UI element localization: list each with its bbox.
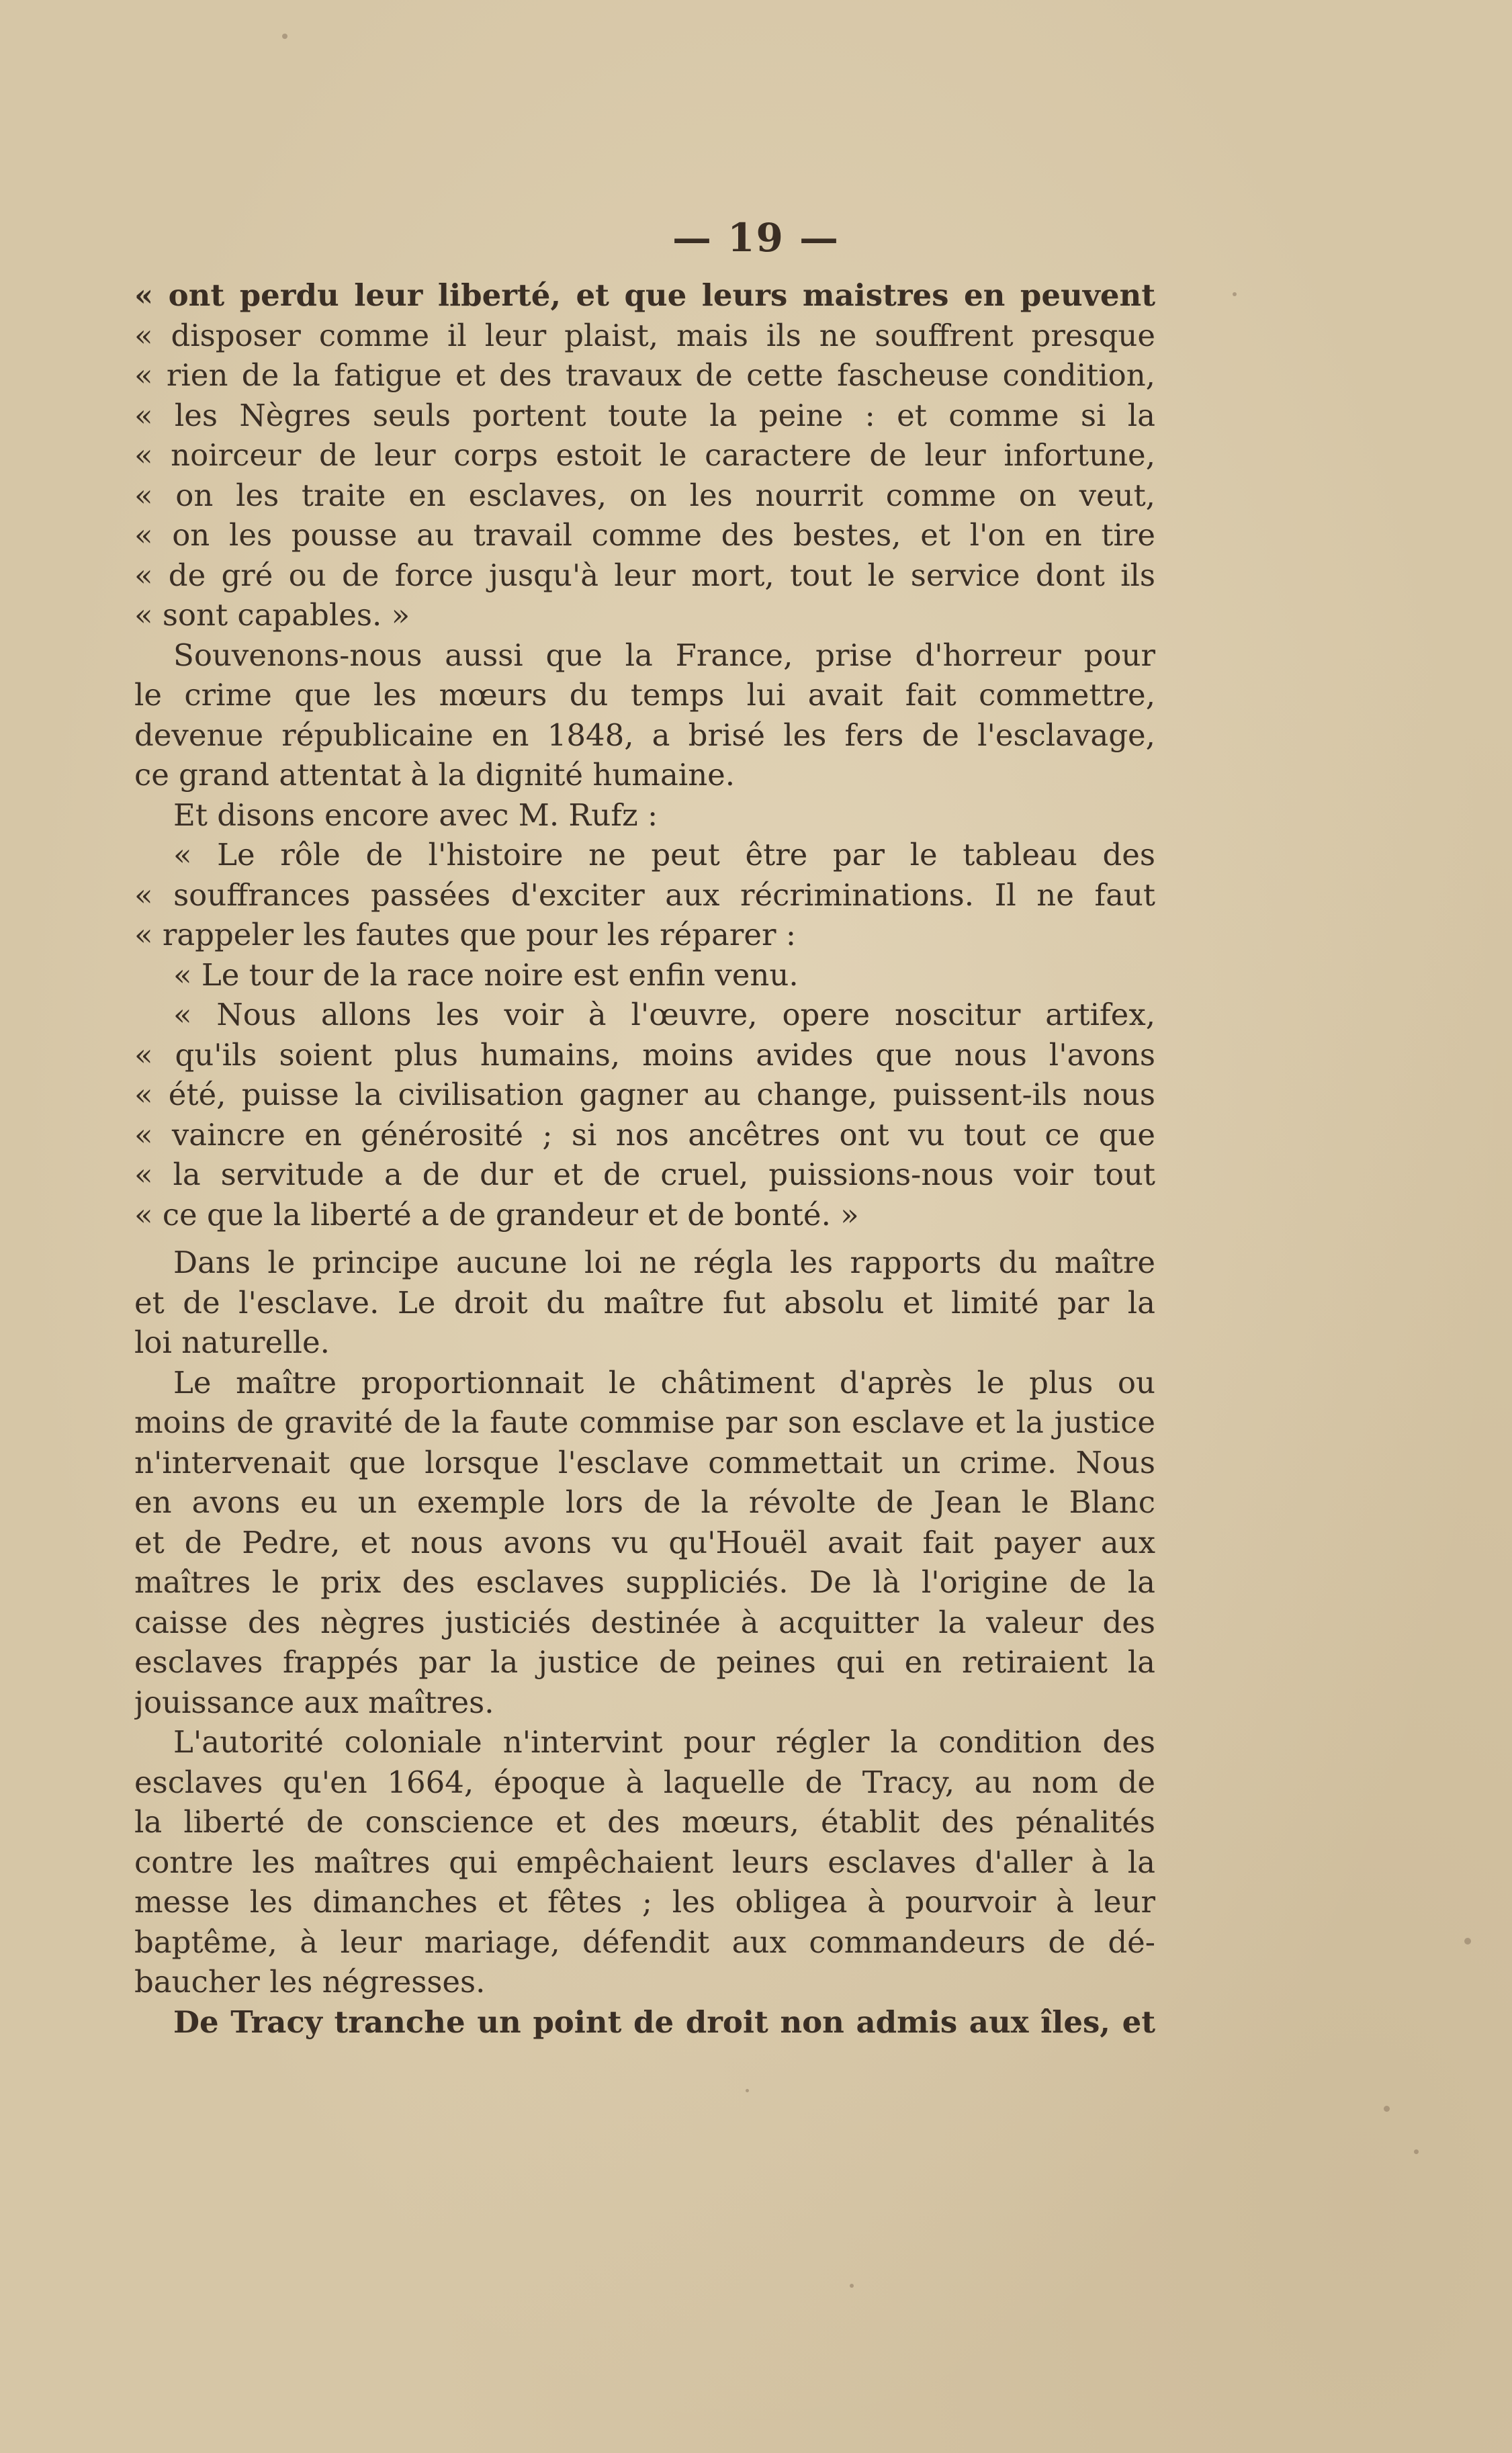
text-line: maîtres le prix des esclaves suppliciés. De là l'origine de la xyxy=(134,1564,1155,1600)
text-line: moins de gravité de la faute commise par son esclave et la justice xyxy=(134,1404,1155,1440)
paper-speck xyxy=(1414,2149,1419,2154)
text-line: en avons eu un exemple lors de la révolte de Jean le Blanc xyxy=(134,1484,1155,1520)
text-line: Souvenons-nous aussi que la France, prise d'horreur pour xyxy=(173,637,1155,673)
text-line: ce grand attentat à la dignité humaine. xyxy=(134,757,736,793)
text-line: « Le rôle de l'histoire ne peut être par le tableau des xyxy=(173,837,1155,873)
text-line: la liberté de conscience et des mœurs, établit des pénalités xyxy=(134,1804,1155,1840)
text-line: et de Pedre, et nous avons vu qu'Houël avait fait payer aux xyxy=(134,1524,1155,1560)
text-line: « de gré ou de force jusqu'à leur mort, tout le service dont ils xyxy=(134,557,1155,593)
body-text xyxy=(134,275,1155,2042)
paper-speck xyxy=(746,2089,749,2092)
text-line: « Le tour de la race noire est enfin venu. xyxy=(173,956,799,993)
text-line: L'autorité coloniale n'intervint pour régler la condition des xyxy=(173,1724,1155,1760)
text-line: De Tracy tranche un point de droit non admis aux îles, et xyxy=(173,2004,1155,2040)
text-line: « rien de la fatigue et des travaux de cette fascheuse condition, xyxy=(134,357,1155,393)
text-line: « sont capables. » xyxy=(134,597,410,633)
text-line: « noirceur de leur corps estoit le caractere de leur infortune, xyxy=(134,437,1155,473)
text-line: baucher les négresses. xyxy=(134,1964,486,2000)
paper-speck xyxy=(1464,1938,1471,1945)
text-line: « ce que la liberté a de grandeur et de bonté. » xyxy=(134,1196,859,1233)
page-number: — 19 — xyxy=(672,215,840,261)
text-line: Dans le principe aucune loi ne régla les rapports du maître xyxy=(173,1245,1155,1280)
text-line: « on les pousse au travail comme des bestes, et l'on en tire xyxy=(134,517,1155,553)
text-line: le crime que les mœurs du temps lui avait fait commettre, xyxy=(134,677,1155,713)
text-line: « Nous allons les voir à l'œuvre, opere noscitur artifex, xyxy=(173,997,1155,1032)
text-line: loi naturelle. xyxy=(134,1325,330,1360)
text-line: « été, puisse la civilisation gagner au change, puissent-ils nous xyxy=(134,1077,1155,1112)
text-line: « les Nègres seuls portent toute la peine : et comme si la xyxy=(134,397,1155,433)
text-line: devenue républicaine en 1848, a brisé les fers de l'esclavage, xyxy=(134,717,1155,753)
paper-speck xyxy=(1233,292,1237,296)
text-line: « rappeler les fautes que pour les réparer : xyxy=(134,917,796,952)
text-line: et de l'esclave. Le droit du maître fut absolu et limité par la xyxy=(134,1284,1155,1321)
text-line: « disposer comme il leur plaist, mais ils ne souffrent presque xyxy=(134,317,1155,353)
paper-speck xyxy=(282,34,287,39)
text-line: « qu'ils soient plus humains, moins avides que nous l'avons xyxy=(134,1036,1155,1073)
text-line: « la servitude a de dur et de cruel, puissions-nous voir tout xyxy=(134,1157,1155,1192)
text-line: Et disons encore avec M. Rufz : xyxy=(173,797,658,833)
text-line: caisse des nègres justiciés destinée à acquitter la valeur des xyxy=(134,1604,1155,1640)
text-line: « souffrances passées d'exciter aux récriminations. Il ne faut xyxy=(134,877,1155,913)
text-line: baptême, à leur mariage, défendit aux commandeurs de dé- xyxy=(134,1924,1155,1960)
text-line: « ont perdu leur liberté, et que leurs maistres en peuvent xyxy=(134,277,1155,313)
text-line: contre les maîtres qui empêchaient leurs esclaves d'aller à la xyxy=(134,1844,1155,1880)
paper-speck xyxy=(1384,2106,1390,2112)
paper-speck xyxy=(850,2284,854,2288)
text-line: esclaves frappés par la justice de peines qui en retiraient la xyxy=(134,1644,1155,1680)
text-line: esclaves qu'en 1664, époque à laquelle de Tracy, au nom de xyxy=(134,1764,1155,1800)
text-line: messe les dimanches et fêtes ; les obligea à pourvoir à leur xyxy=(134,1884,1155,1920)
text-line: n'intervenait que lorsque l'esclave commettait un crime. Nous xyxy=(134,1444,1155,1480)
text-line: Le maître proportionnait le châtiment d'après le plus ou xyxy=(173,1364,1155,1400)
text-line: « on les traite en esclaves, on les nourrit comme on veut, xyxy=(134,477,1155,513)
text-line: jouissance aux maîtres. xyxy=(134,1684,494,1720)
text-line: « vaincre en générosité ; si nos ancêtres ont vu tout ce que xyxy=(134,1116,1155,1153)
